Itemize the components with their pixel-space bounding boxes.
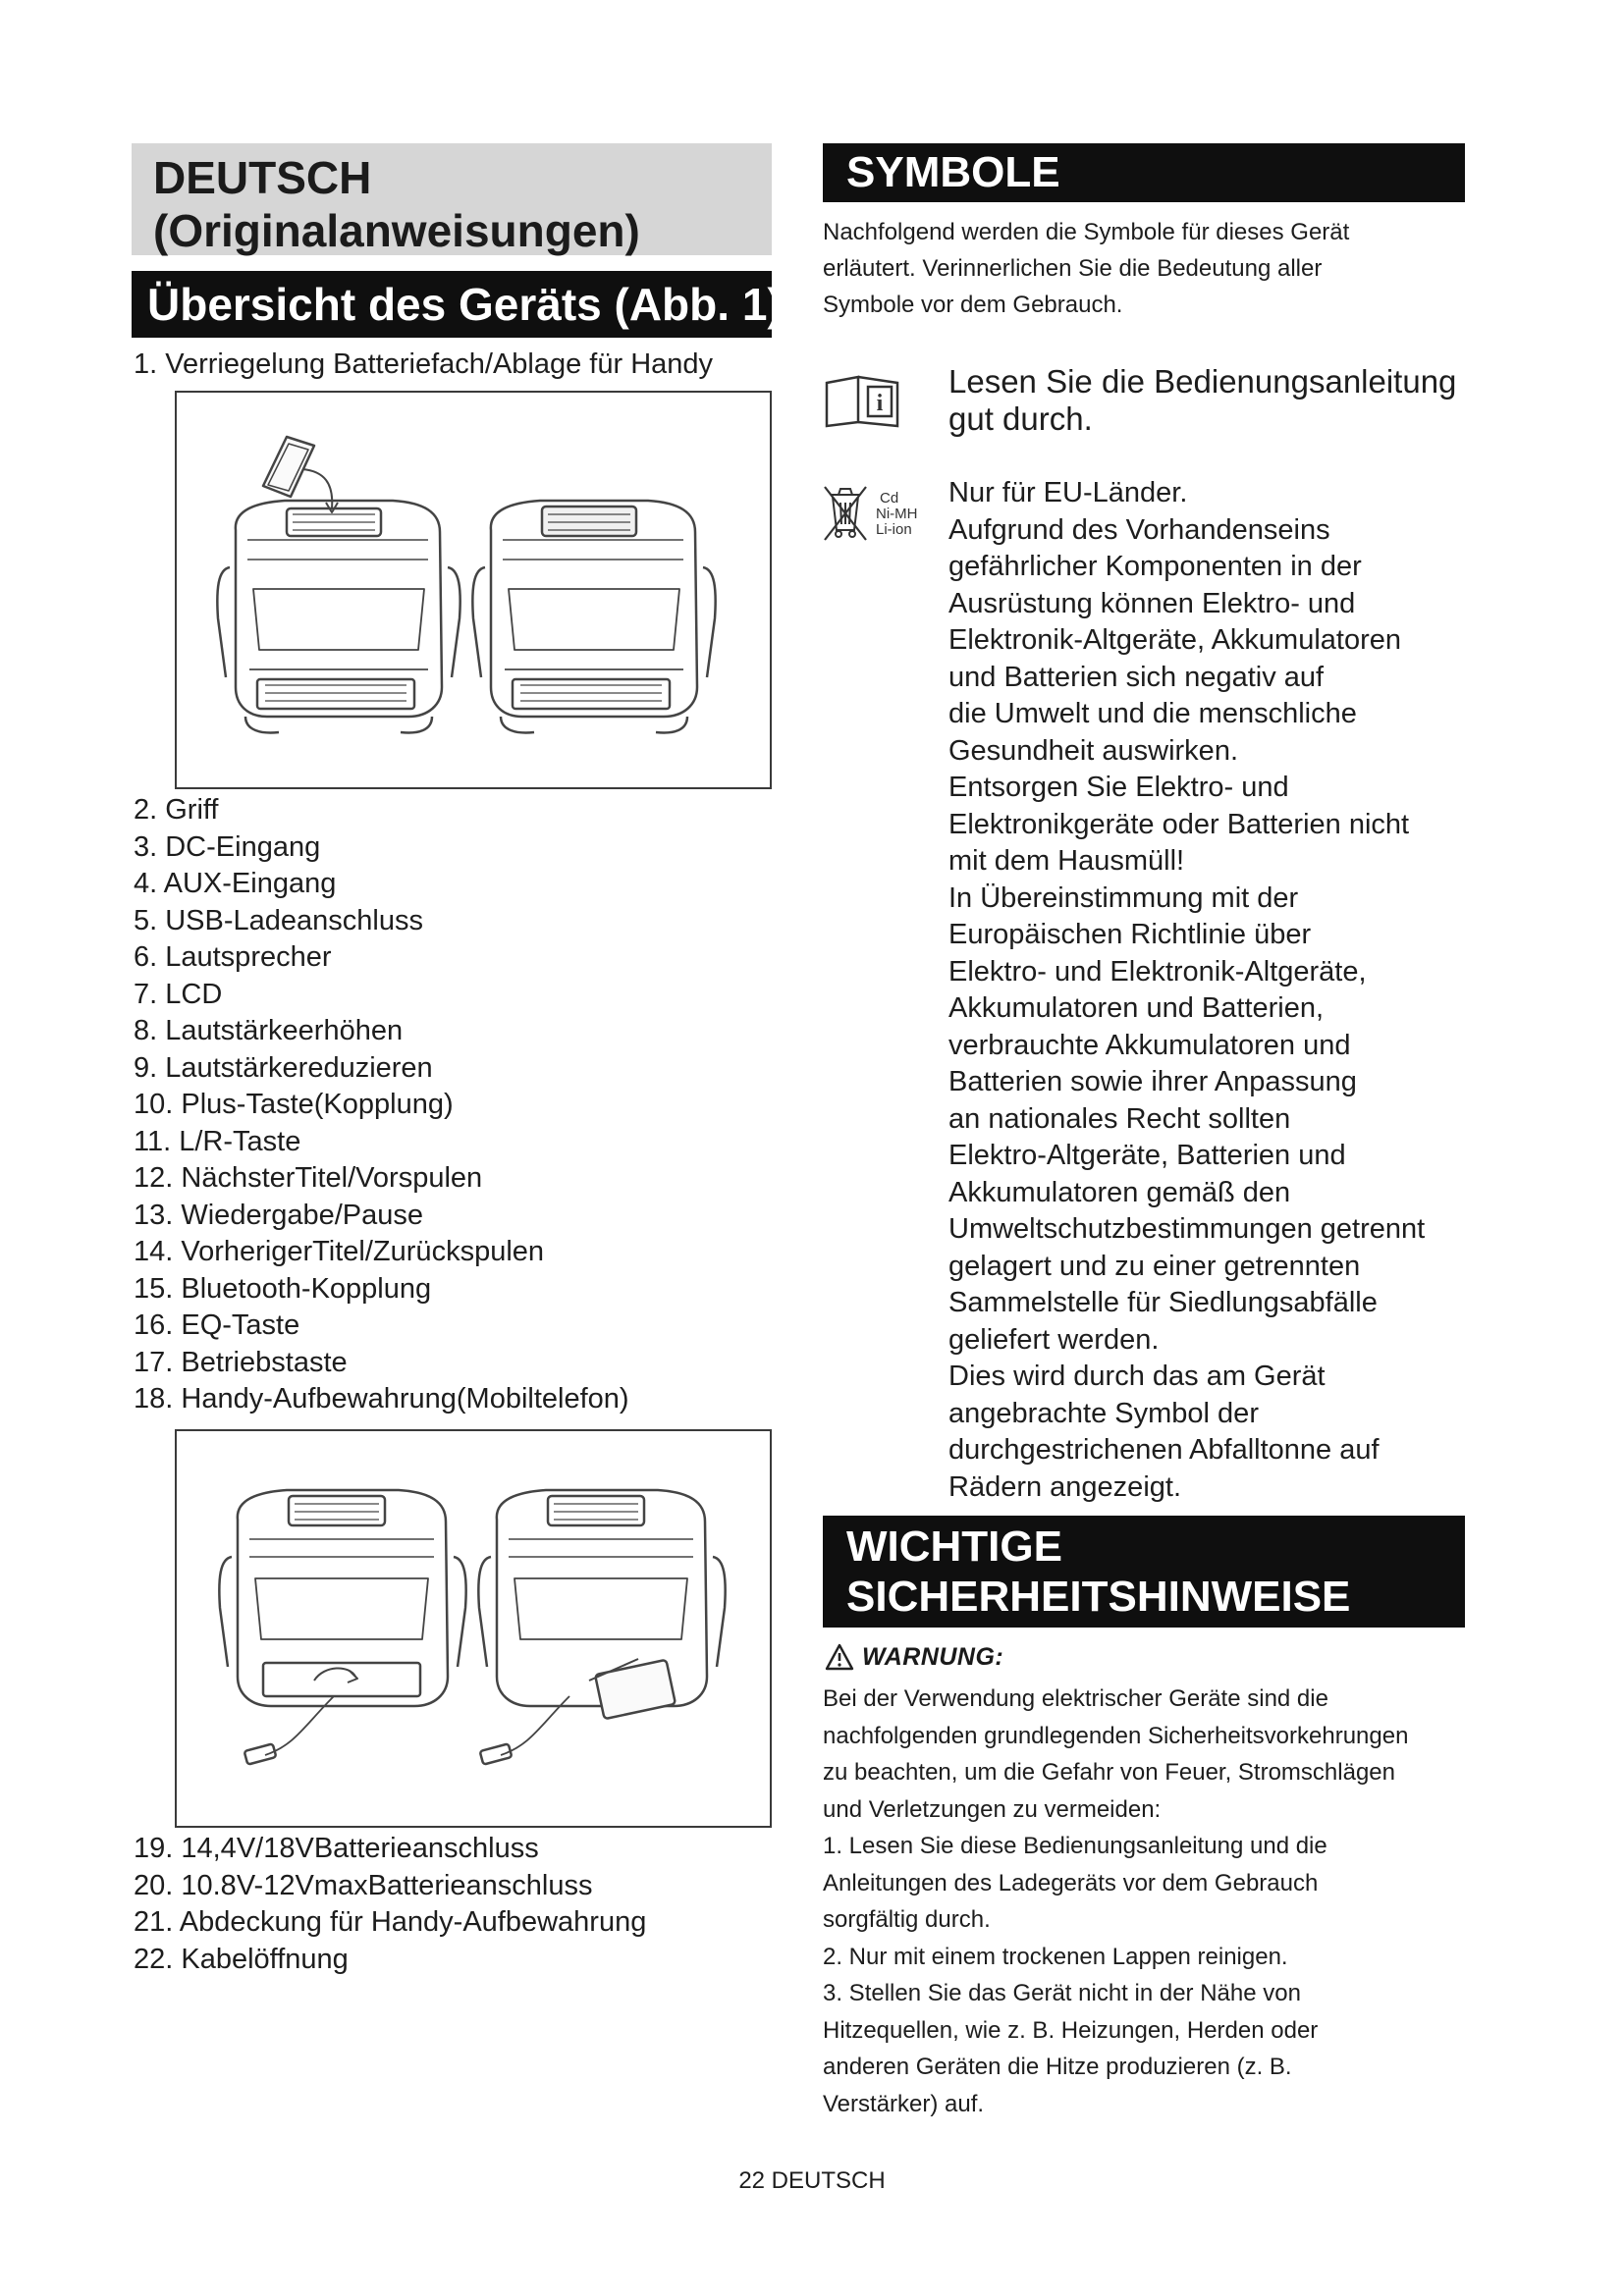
eu-line: Sammelstelle für Siedlungsabfälle bbox=[948, 1287, 1378, 1318]
figure-2-illustration bbox=[177, 1431, 770, 1826]
eu-line: Ausrüstung können Elektro- und bbox=[948, 587, 1356, 619]
overview-title: Übersicht des Geräts (Abb. 1) bbox=[132, 271, 772, 338]
safety-title bbox=[823, 1516, 1465, 1628]
eu-line: Aufgrund des Vorhandenseins bbox=[948, 513, 1330, 546]
eu-line: mit dem Hausmüll! bbox=[948, 845, 1185, 877]
list-item-5: 5. USB-Ladeanschluss bbox=[134, 904, 423, 936]
eu-line: Umweltschutzbestimmungen getrennt bbox=[948, 1213, 1426, 1245]
warning-list-item: 2. Nur mit einem trockenen Lappen reinigen. bbox=[823, 1943, 1288, 1970]
warning-line: und Verletzungen zu vermeiden: bbox=[823, 1795, 1162, 1823]
warning-line: Bei der Verwendung elektrischer Geräte sind die bbox=[823, 1685, 1328, 1712]
list-item-7: 7. LCD bbox=[134, 978, 223, 1010]
page-footer: 22 DEUTSCH bbox=[738, 2167, 886, 2194]
symbole-title: SYMBOLE bbox=[823, 143, 1465, 202]
eu-line: Europäischen Richtlinie über bbox=[948, 919, 1312, 950]
eu-line: Akkumulatoren gemäß den bbox=[948, 1176, 1291, 1208]
list-item-19: 19. 14,4V/18VBatterieanschluss bbox=[134, 1833, 539, 1864]
read-manual-text bbox=[948, 363, 1479, 438]
safety-title-line-2: SICHERHEITSHINWEISE bbox=[846, 1573, 1351, 1621]
device-left-icon bbox=[217, 501, 460, 732]
device-right-icon bbox=[478, 1490, 725, 1765]
list-item-21: 21. Abdeckung für Handy-Aufbewahrung bbox=[134, 1906, 647, 1938]
figure-1-device-overview bbox=[175, 391, 772, 789]
list-item-15: 15. Bluetooth-Kopplung bbox=[134, 1272, 432, 1305]
list-item-22: 22. Kabelöffnung bbox=[134, 1943, 349, 1975]
eu-line: an nationales Recht sollten bbox=[948, 1102, 1291, 1135]
warning-list-item: Anleitungen des Ladegeräts vor dem Gebrauch bbox=[823, 1869, 1319, 1896]
eu-line: und Batterien sich negativ auf bbox=[948, 661, 1325, 693]
intro-line: Nachfolgend werden die Symbole für dieses Gerät bbox=[823, 219, 1350, 245]
eu-line: gelagert und zu einer getrennten bbox=[948, 1250, 1361, 1282]
list-item-3: 3. DC-Eingang bbox=[134, 830, 321, 863]
list-item-12: 12. NächsterTitel/Vorspulen bbox=[134, 1162, 483, 1194]
figure-1-illustration bbox=[177, 393, 770, 787]
list-item-13: 13. Wiedergabe/Pause bbox=[134, 1199, 424, 1231]
device-left-icon bbox=[219, 1490, 465, 1765]
list-item-17: 17. Betriebstaste bbox=[134, 1346, 348, 1378]
safety-title-line-1: WICHTIGE bbox=[846, 1522, 1062, 1571]
heading-line-1: DEUTSCH bbox=[153, 152, 372, 203]
eu-line: Rädern angezeigt. bbox=[948, 1470, 1181, 1503]
list-item-20: 20. 10.8V-12VmaxBatterieanschluss bbox=[134, 1869, 593, 1901]
eu-line: In Übereinstimmung mit der bbox=[948, 881, 1299, 914]
warning-list-item: sorgfältig durch. bbox=[823, 1906, 991, 1933]
weee-label-liion: Li-ion bbox=[876, 521, 912, 538]
eu-line: Batterien sowie ihrer Anpassung bbox=[948, 1066, 1357, 1097]
weee-label-cd: Cd bbox=[880, 490, 899, 507]
eu-line: Elektronik-Altgeräte, Akkumulatoren bbox=[948, 624, 1401, 656]
warning-text bbox=[823, 1681, 1465, 1828]
warning-label: WARNUNG: bbox=[862, 1643, 1004, 1671]
warning-line: zu beachten, um die Gefahr von Feuer, Stromschlägen bbox=[823, 1759, 1395, 1786]
list-item-16: 16. EQ-Taste bbox=[134, 1309, 300, 1341]
eu-line: Gesundheit auswirken. bbox=[948, 734, 1238, 767]
eu-line: Elektro-Altgeräte, Batterien und bbox=[948, 1140, 1346, 1171]
eu-line: Entsorgen Sie Elektro- und bbox=[948, 772, 1289, 803]
list-item-11: 11. L/R-Taste bbox=[134, 1125, 301, 1157]
intro-line: erläutert. Verinnerlichen Sie die Bedeutung aller bbox=[823, 255, 1323, 282]
list-item-10: 10. Plus-Taste(Kopplung) bbox=[134, 1089, 454, 1120]
list-item-2: 2. Griff bbox=[134, 794, 219, 826]
phone-icon bbox=[263, 437, 314, 497]
list-item-14: 14. VorherigerTitel/Zurückspulen bbox=[134, 1236, 545, 1267]
eu-line: Akkumulatoren und Batterien, bbox=[948, 992, 1325, 1024]
eu-line: angebrachte Symbol der bbox=[948, 1397, 1259, 1429]
eu-line: gefährlicher Komponenten in der bbox=[948, 551, 1362, 582]
warning-list-item: anderen Geräten die Hitze produzieren (z. B. bbox=[823, 2054, 1292, 2080]
eu-disposal-text bbox=[948, 475, 1469, 1506]
eu-line: durchgestrichenen Abfalltonne auf bbox=[948, 1434, 1380, 1466]
warning-list-item: Verstärker) auf. bbox=[823, 2090, 985, 2117]
figure-2-device-storage bbox=[175, 1429, 772, 1828]
eu-line: geliefert werden. bbox=[948, 1323, 1160, 1356]
warning-list-item: 3. Stellen Sie das Gerät nicht in der Nähe von bbox=[823, 1980, 1301, 2006]
device-right-icon bbox=[472, 501, 715, 732]
warning-line: nachfolgenden grundlegenden Sicherheitsvorkehrungen bbox=[823, 1722, 1409, 1749]
svg-text:i: i bbox=[876, 391, 884, 416]
read-manual-line: gut durch. bbox=[948, 400, 1093, 437]
warning-list-item: 1. Lesen Sie diese Bedienungsanleitung und die bbox=[823, 1833, 1327, 1859]
eu-line: Elektro- und Elektronik-Altgeräte, bbox=[948, 955, 1367, 988]
section-heading-deutsch bbox=[132, 143, 772, 255]
symbole-intro bbox=[823, 214, 1465, 323]
eu-line: Dies wird durch das am Gerät bbox=[948, 1361, 1326, 1392]
eu-line: die Umwelt und die menschliche bbox=[948, 698, 1357, 729]
list-item-18: 18. Handy-Aufbewahrung(Mobiltelefon) bbox=[134, 1383, 629, 1415]
warning-list-item: Hitzequellen, wie z. B. Heizungen, Herden oder bbox=[823, 2016, 1319, 2044]
list-item-9: 9. Lautstärkereduzieren bbox=[134, 1051, 433, 1084]
heading-line-2: (Originalanweisungen) bbox=[153, 205, 640, 256]
list-item-1: 1. Verriegelung Batteriefach/Ablage für Handy bbox=[134, 348, 714, 380]
list-item-8: 8. Lautstärkeerhöhen bbox=[134, 1015, 404, 1046]
intro-line: Symbole vor dem Gebrauch. bbox=[823, 292, 1123, 318]
list-item-6: 6. Lautsprecher bbox=[134, 941, 332, 973]
warning-triangle-icon bbox=[825, 1643, 854, 1676]
read-manual-icon bbox=[823, 373, 901, 433]
list-item-4: 4. AUX-Eingang bbox=[134, 868, 337, 899]
weee-crossed-bin-icon bbox=[821, 481, 929, 549]
read-manual-line: Lesen Sie die Bedienungsanleitung bbox=[948, 363, 1457, 400]
eu-line: verbrauchte Akkumulatoren und bbox=[948, 1029, 1351, 1061]
eu-line: Nur für EU-Länder. bbox=[948, 477, 1188, 508]
eu-line: Elektronikgeräte oder Batterien nicht bbox=[948, 808, 1410, 840]
weee-label-nimh: Ni-MH bbox=[876, 506, 918, 522]
